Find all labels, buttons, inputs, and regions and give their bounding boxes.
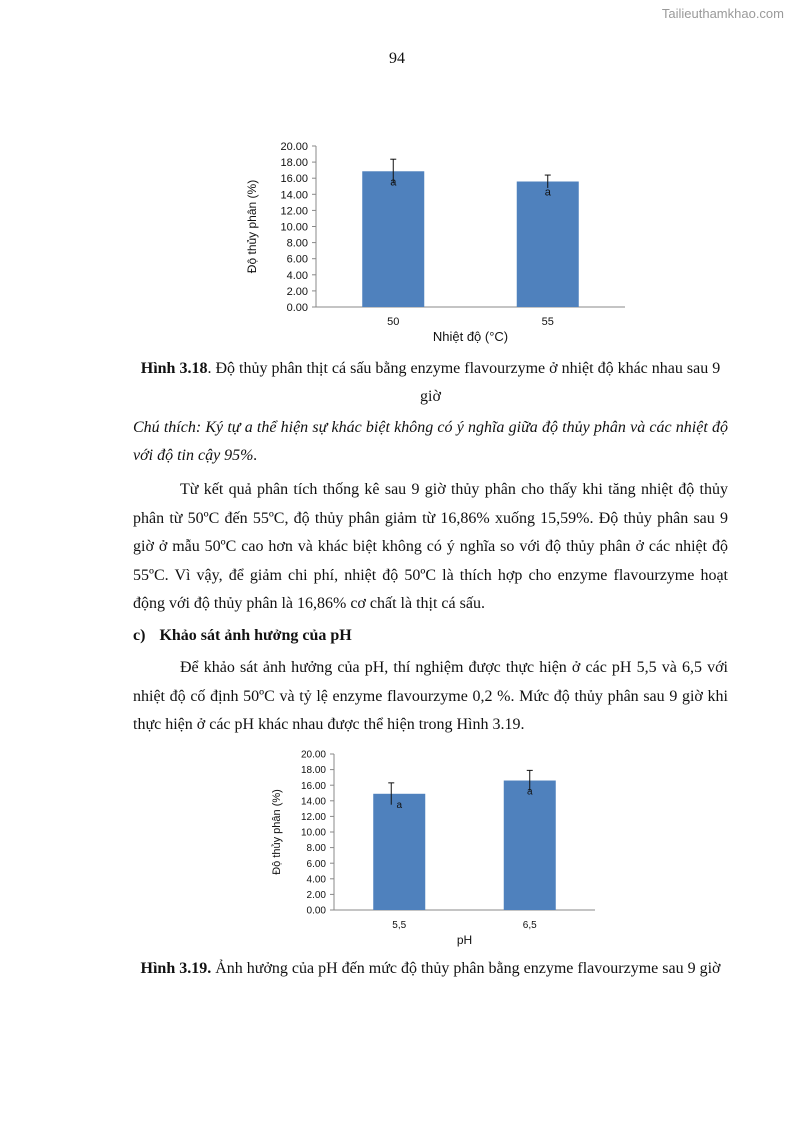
y-tick-label: 18.00 <box>280 157 308 170</box>
figure-3-18-text: . Độ thủy phân thịt cá sấu bằng enzyme flavourzyme ở nhiệt độ khác nhau sau 9 giờ <box>207 360 721 405</box>
y-tick-label: 14.00 <box>280 189 308 202</box>
x-axis-title: pH <box>456 933 473 947</box>
y-tick-label: 20.00 <box>280 140 308 153</box>
y-tick-label: 6.00 <box>286 253 308 266</box>
chart-ph <box>262 746 602 950</box>
figure-3-19-label: Hình 3.19. <box>140 960 212 977</box>
y-axis-title: Độ thủy phân (%) <box>271 789 283 875</box>
bar <box>517 182 579 307</box>
bar <box>504 781 556 910</box>
y-axis-title: Độ thủy phân (%) <box>245 179 259 274</box>
y-tick-label: 20.00 <box>300 749 326 761</box>
y-tick-label: 2.00 <box>286 285 308 298</box>
y-tick-label: 8.00 <box>286 237 308 250</box>
significance-label: a <box>526 786 533 798</box>
section-heading <box>133 627 352 645</box>
significance-label: a <box>390 176 397 189</box>
y-tick-label: 14.00 <box>300 796 326 808</box>
x-tick-label: 6,5 <box>522 920 537 931</box>
page-number: 94 <box>389 50 405 67</box>
bar <box>373 794 425 910</box>
y-tick-label: 2.00 <box>306 890 326 901</box>
paragraph-ph-intro: Để khảo sát ảnh hưởng của pH, thí nghiệm được thực hiện ở các pH 5,5 và 6,5 với nhiệt độ cố định 50ºC và tỷ lệ enzyme flavourzyme 0,2 %. Mức độ thủy phân sau 9 giờ khi thực hiện ở các pH khác nhau được thể hiện trong Hình 3.19. <box>133 659 728 733</box>
section-title: Khảo sát ảnh hưởng của pH <box>159 627 352 644</box>
y-tick-label: 12.00 <box>300 812 326 823</box>
x-tick-label: 50 <box>387 316 400 328</box>
y-tick-label: 0.00 <box>286 301 308 314</box>
figure-3-19-text: Ảnh hưởng của pH đến mức độ thủy phân bằng enzyme flavourzyme sau 9 giờ <box>211 960 721 977</box>
paragraph-results: Từ kết quả phân tích thống kê sau 9 giờ thủy phân cho thấy khi tăng nhiệt độ thủy phân từ 50ºC đến 55ºC, độ thủy phân giảm từ 16,86% xuống 15,59%. Độ thủy phân sau 9 giờ ở mẫu 50ºC cao hơn và khác biệt không có ý nghĩa so với độ thủy phân ở các nhiệt độ 55ºC. Vì vậy, để giảm chi phí, nhiệt độ 50ºC là thích hợp cho enzyme flavourzyme hoạt động với độ thủy phân là 16,86% cơ chất là thịt cá sấu. <box>133 481 728 612</box>
y-tick-label: 16.00 <box>300 780 326 792</box>
figure-3-18-label: Hình 3.18 <box>140 360 208 377</box>
watermark: Tailieuthamkhao.com <box>661 6 784 21</box>
bar <box>362 171 424 307</box>
section-marker: c) <box>133 627 146 644</box>
y-tick-label: 10.00 <box>280 221 308 234</box>
figure-3-19-caption <box>133 955 728 983</box>
y-tick-label: 16.00 <box>280 173 308 186</box>
y-tick-label: 4.00 <box>286 269 308 282</box>
y-tick-label: 0.00 <box>306 905 326 917</box>
y-tick-label: 8.00 <box>306 843 326 855</box>
x-axis-title: Nhiệt độ (°C) <box>432 329 509 344</box>
y-tick-label: 10.00 <box>300 827 326 839</box>
y-tick-label: 4.00 <box>306 874 326 886</box>
chart-temperature <box>230 138 630 348</box>
significance-label: a <box>544 186 551 199</box>
y-tick-label: 18.00 <box>300 765 326 777</box>
y-tick-label: 12.00 <box>280 205 308 218</box>
figure-note: Chú thích: Ký tự a thể hiện sự khác biệt không có ý nghĩa giữa độ thủy phân và các nhiệt độ với độ tin cậy 95%. <box>133 419 728 464</box>
x-tick-label: 5,5 <box>392 920 407 931</box>
significance-label: a <box>396 799 403 811</box>
figure-3-18-caption <box>133 355 728 411</box>
x-tick-label: 55 <box>541 316 554 328</box>
y-tick-label: 6.00 <box>306 858 326 870</box>
